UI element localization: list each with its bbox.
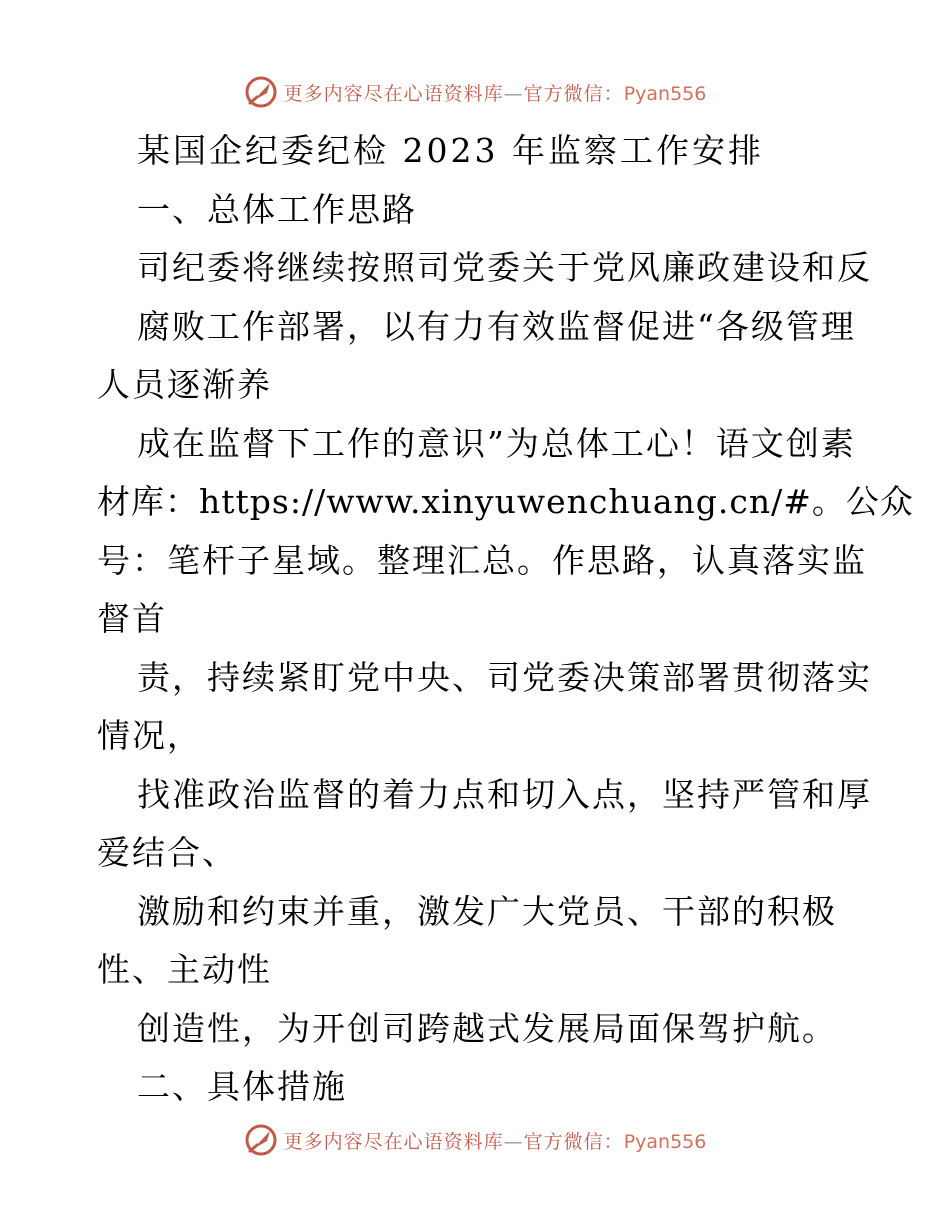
body-line: 情况， — [97, 716, 202, 755]
body-line: 性、主动性 — [97, 950, 272, 989]
watermark-prefix: 更多内容尽在心语资料库 — [283, 82, 504, 105]
section-heading-measures: 二、具体措施 — [137, 1067, 347, 1106]
watermark-separator: — — [503, 1130, 524, 1153]
quill-circle-icon — [244, 75, 278, 109]
body-line: 成在监督下工作的意识”为总体工心！语文创素 — [137, 423, 856, 463]
body-line: 督首 — [97, 599, 167, 638]
document-title: 某国企纪委纪检 2023 年监察工作安排 — [137, 131, 764, 170]
body-line: 激励和约束并重，激发广大党员、干部的积极 — [137, 891, 837, 931]
body-line: 责，持续紧盯党中央、司党委决策部署贯彻落实 — [137, 657, 872, 697]
watermark-wechat-id: Pyan556 — [623, 1130, 707, 1153]
watermark-suffix: 官方微信： — [523, 1130, 624, 1153]
watermark-text — [284, 79, 707, 106]
watermark-text — [284, 1127, 707, 1154]
watermark-wechat-id: Pyan556 — [623, 82, 707, 105]
quill-circle-icon — [244, 1123, 278, 1157]
body-line: 人员逐渐养 — [97, 365, 272, 404]
watermark-suffix: 官方微信： — [523, 82, 624, 105]
body-line: 腐败工作部署，以有力有效监督促进“各级管理 — [137, 306, 856, 346]
body-line: 爱结合、 — [97, 833, 237, 872]
section-heading-overall: 一、总体工作思路 — [137, 189, 417, 229]
body-line: 司纪委将继续按照司党委关于党风廉政建设和反 — [137, 248, 872, 287]
document-body — [97, 122, 914, 1117]
body-line: 号：笔杆子星域。整理汇总。作思路，认真落实监 — [97, 540, 867, 580]
body-line: 创造性，为开创司跨越式发展局面保驾护航。 — [137, 1008, 837, 1048]
header-watermark — [0, 72, 950, 112]
watermark-prefix: 更多内容尽在心语资料库 — [283, 1130, 504, 1153]
body-line: 找准政治监督的着力点和切入点，坚持严管和厚 — [137, 774, 872, 814]
footer-watermark — [0, 1120, 950, 1160]
body-line: 材库：https://www.xinyuwenchuang.cn/#。公众 — [97, 482, 914, 521]
watermark-separator: — — [503, 82, 524, 105]
